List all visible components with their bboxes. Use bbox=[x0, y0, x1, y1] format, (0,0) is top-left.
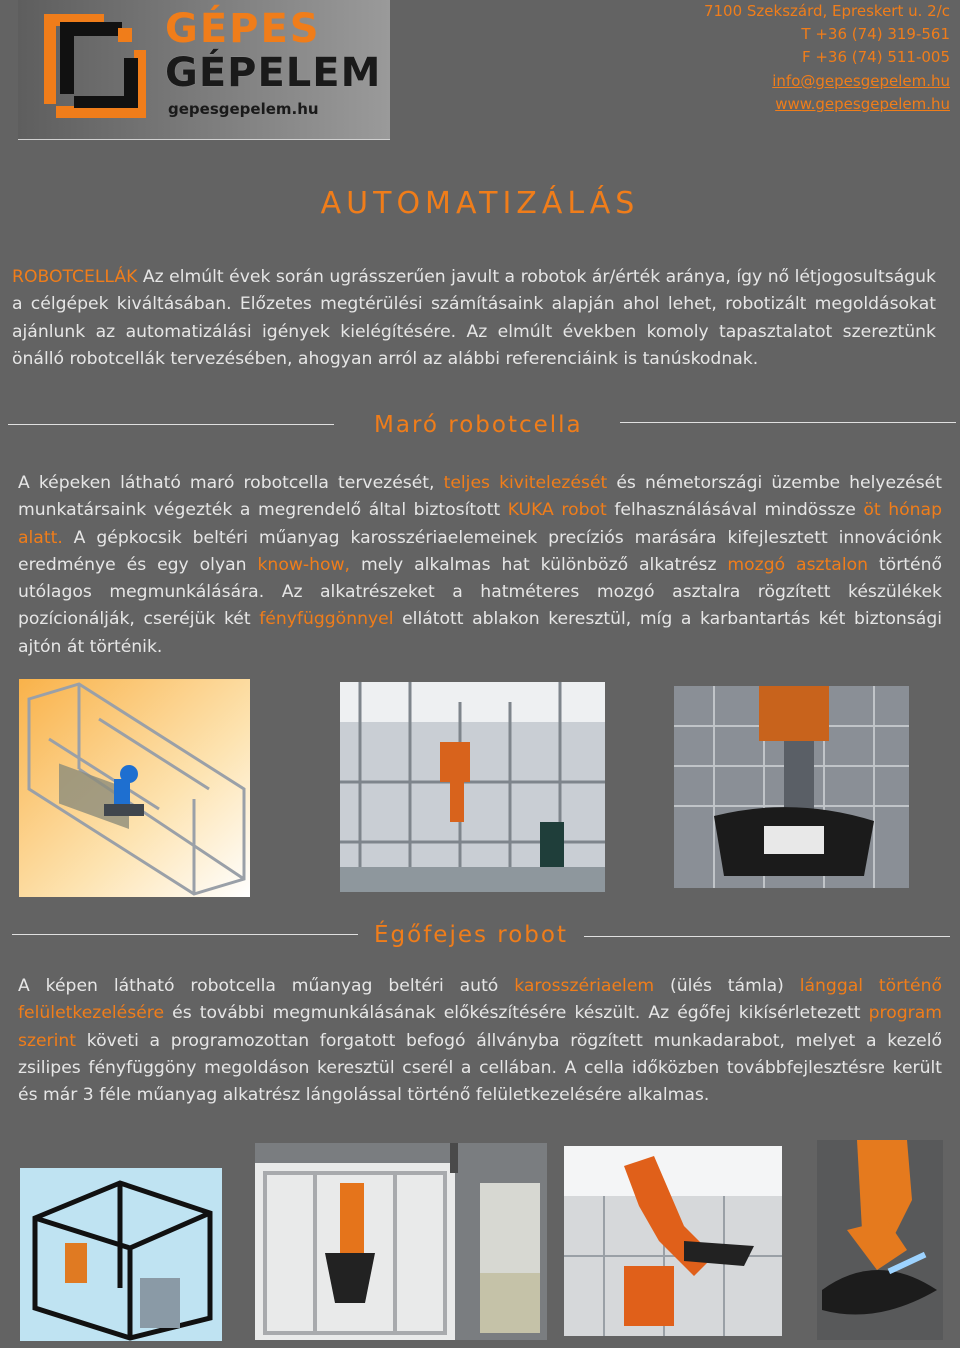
milling-robot-photo bbox=[674, 686, 909, 888]
highlight-span: lánggal történő felületkezelésére bbox=[18, 976, 942, 1024]
contact-phone: T +36 (74) 319-561 bbox=[801, 25, 950, 44]
robotcell-factory-photo bbox=[340, 682, 605, 892]
highlight-span: fényfüggönnyel bbox=[259, 609, 394, 630]
highlight-span: know-how, bbox=[257, 554, 351, 575]
text-span: és további megmunkálásának előkészítésére készült. Az égőfej kikísérletezett bbox=[164, 1003, 869, 1024]
cad-flame-cell-image bbox=[20, 1168, 222, 1341]
flame-cell-machine-photo bbox=[255, 1143, 547, 1340]
section2-rule-left bbox=[12, 934, 358, 935]
section2-title: Égőfejes robot bbox=[374, 922, 568, 948]
contact-fax: F +36 (74) 511-005 bbox=[801, 48, 950, 67]
text-span: A gépkocsik beltéri műanyag karosszériaelemeinek precíziós marására kifejlesztett innovációnk eredménye és egy olyan bbox=[18, 527, 942, 575]
text-span: A képen látható robotcella műanyag beltéri autó bbox=[18, 976, 515, 996]
logo[interactable] bbox=[18, 0, 390, 140]
highlight-span: mozgó asztalon bbox=[727, 554, 869, 575]
highlight-span: program szerint bbox=[18, 1003, 942, 1051]
section2-paragraph bbox=[18, 973, 942, 1109]
highlight-span: öt hónap alatt. bbox=[18, 500, 942, 548]
text-span: mely alkalmas hat különböző alkatrész bbox=[350, 554, 728, 575]
highlight-span: teljes kivitelezését bbox=[443, 473, 608, 493]
logo-word-gepes: GÉPES bbox=[165, 6, 321, 52]
intro-paragraph bbox=[12, 264, 936, 373]
section1-rule-right bbox=[620, 422, 956, 423]
highlight-span: karosszériaelem bbox=[514, 976, 655, 996]
highlight-span: KUKA robot bbox=[507, 500, 607, 521]
text-span: A képeken látható maró robotcella tervezését, bbox=[18, 473, 444, 493]
logo-word-gepelem: GÉPELEM bbox=[165, 50, 382, 96]
section1-title: Maró robotcella bbox=[374, 412, 583, 438]
flame-robot-closeup-photo bbox=[817, 1140, 943, 1340]
text-span: felhasználásával mindössze bbox=[606, 500, 864, 521]
page-title: AUTOMATIZÁLÁS bbox=[320, 186, 640, 221]
contact-web-link[interactable]: www.gepesgepelem.hu bbox=[775, 94, 950, 113]
text-span: (ülés támla) bbox=[654, 976, 800, 996]
flame-robot-arm-photo bbox=[564, 1146, 782, 1336]
logo-url: gepesgepelem.hu bbox=[168, 100, 319, 118]
section1-rule-left bbox=[8, 424, 334, 425]
cad-robotcell-image bbox=[19, 679, 250, 897]
intro-lead: ROBOTCELLÁK bbox=[12, 267, 138, 287]
contact-address: 7100 Szekszárd, Epreskert u. 2/c bbox=[703, 2, 950, 20]
intro-text: Az elmúlt évek során ugrásszerűen javult a robotok ár/érték aránya, így nő létjogosultságuk a célgépek kiváltásában. Előzetes megtérülési számításaink alapján ahol lehet, robotizált megoldásokat ajánlunk az automatizálási igények kielégítésére. Az elmúlt években komoly tapasztalatot szereztünk önálló robotcellák tervezésében, ahogyan arról az alábbi referenciáink is tanúskodnak. bbox=[12, 267, 936, 369]
contact-block bbox=[704, 0, 950, 116]
section1-paragraph bbox=[18, 470, 942, 661]
contact-email-link[interactable]: info@gepesgepelem.hu bbox=[772, 71, 950, 90]
section2-rule-right bbox=[584, 936, 950, 937]
text-span: történő utólagos megmunkálására. Az alkatrészeket a hatméteres mozgó asztalra rögzített készülékek pozícionálják, cseréjük két bbox=[18, 554, 942, 630]
text-span: követi a programozottan forgatott befogó állványba rögzített munkadarabot, melyet a kezelő zsilipes fényfüggöny megoldáson keresztül cserél a cellában. A cella időközben továbbfejlesztésre került és már 3 féle műanyag alkatrész lángolással történő felületkezelésére alkalmas. bbox=[18, 1030, 942, 1106]
text-span: és németországi üzembe helyezését munkatársaink végezték a megrendelő által biztosított bbox=[18, 473, 942, 521]
text-span: ellátott ablakon keresztül, míg a karbantartás két biztonsági ajtón át történik. bbox=[18, 609, 943, 657]
